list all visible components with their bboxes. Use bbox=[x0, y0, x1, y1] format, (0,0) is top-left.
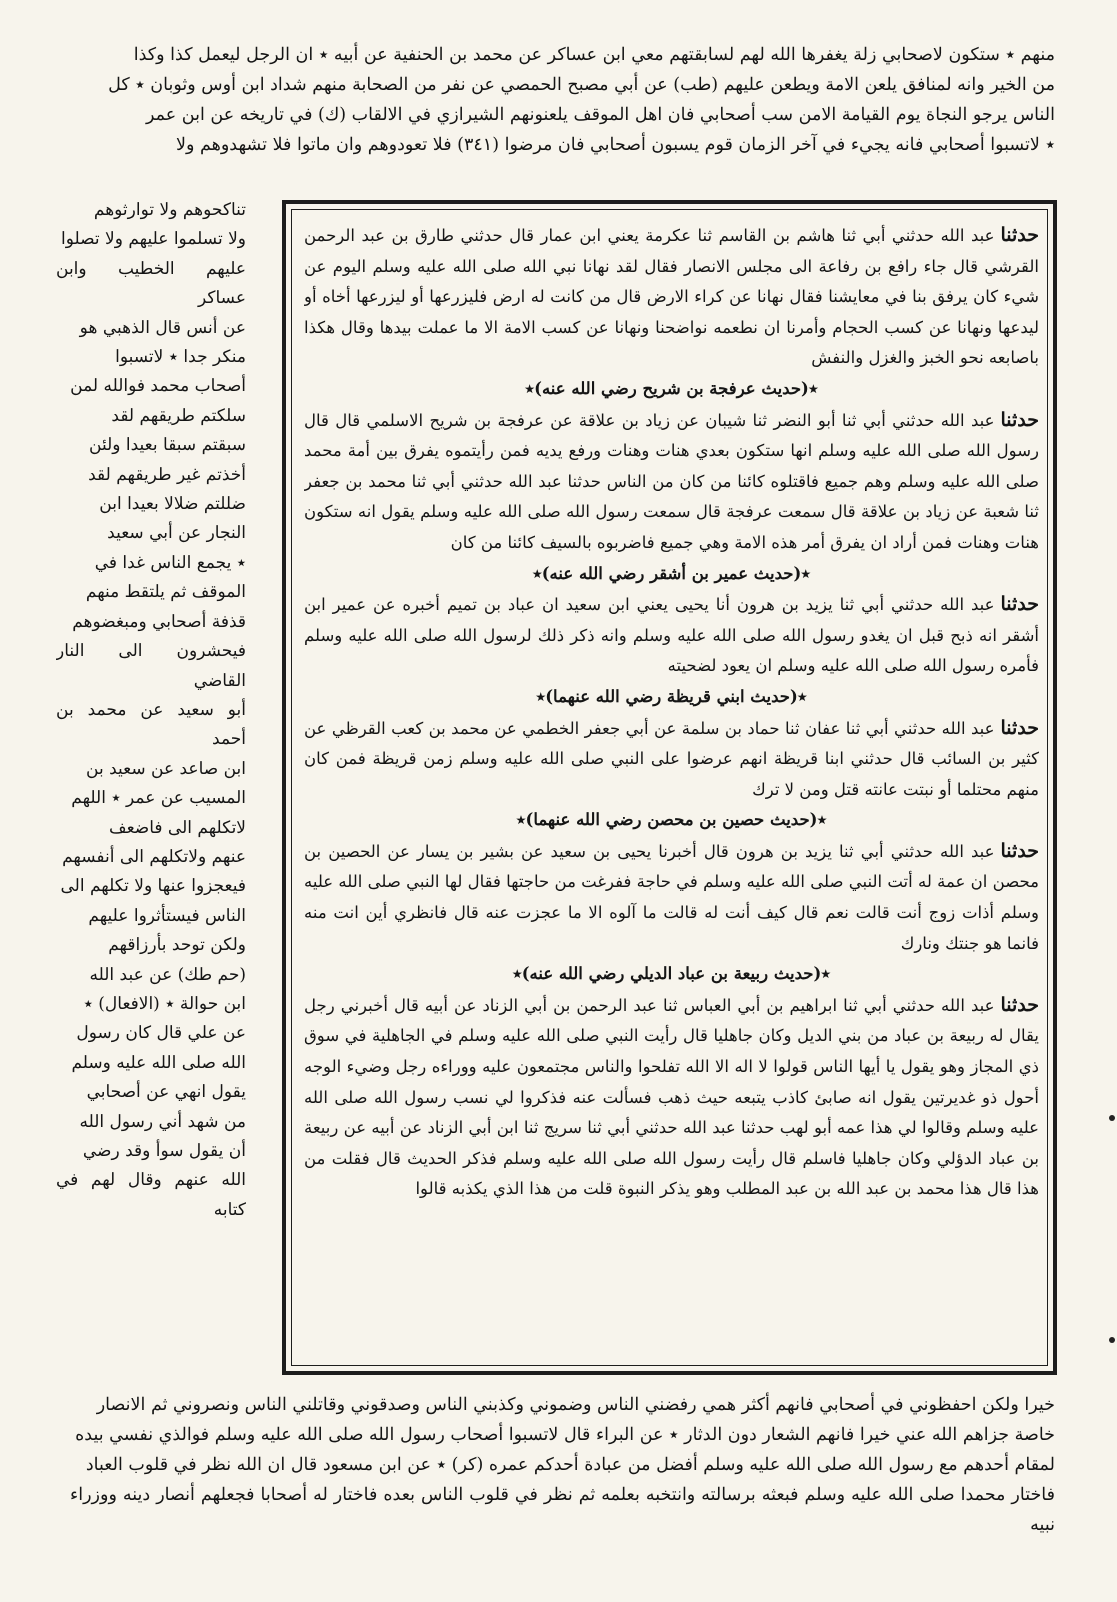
side-line: ولكن توحد بأرزاقهم bbox=[108, 935, 246, 956]
section-heading: ٭(حديث ابني قريظة رضي الله عنهما)٭ bbox=[536, 686, 807, 706]
haddathana-marker: حدثنا bbox=[1000, 839, 1039, 862]
haddathana-marker: حدثنا bbox=[1000, 224, 1039, 246]
side-line: أبو سعيد عن محمد بن أحمد bbox=[56, 699, 246, 750]
side-line: المسيب عن عمر ٭ اللهم bbox=[71, 788, 246, 809]
top-margin-line: منهم ٭ ستكون لاصحابي زلة يغفرها الله لهم لسابقتهم معي ابن عساكر عن محمد بن الحنفية عن أبيه ٭ ان الرجل ليعمل كذا وكذا bbox=[133, 45, 1055, 65]
bottom-margin-line: لمقام أحدهم مع رسول الله صلى الله عليه وسلم أفضل من عبادة أحدكم عمره (كر) ٭ عن ابن مسعود قال ان الله نظر في قلوب العباد bbox=[85, 1455, 1055, 1475]
bottom-margin-commentary bbox=[70, 1390, 1055, 1535]
hadith-paragraph bbox=[304, 990, 1039, 1205]
side-line: منكر جدا ٭ لاتسبوا bbox=[115, 347, 246, 368]
side-line: الموقف ثم يلتقط منهم bbox=[85, 582, 246, 603]
hadith-paragraph bbox=[304, 836, 1039, 959]
section-heading: ٭(حديث عمير بن أشقر رضي الله عنه)٭ bbox=[532, 563, 811, 583]
hadith-body: عبد الله حدثني أبي ثنا يزيد بن هرون أنا يحيى يعني ابن سعيد ان عباد بن تميم أخبره عن عمير ابن أشقر انه ذبح قبل ان يغدو رسول الله صلى الله عليه وسلم وانه ذكر ذلك لرسول الله صلى الله عليه وسلم فأمره رسول الله صلى الله عليه وسلم ان يعود لضحيته bbox=[304, 595, 1039, 676]
hadith-body: عبد الله حدثني أبي ثنا هاشم بن القاسم ثنا عكرمة يعني ابن عمار قال حدثني طارق بن عبد الرحمن القرشي قال جاء رافع بن رفاعة الى مجلس الانصار فقال لقد نهانا نبي الله صلى الله عليه وسلم اليوم عن شيء كان يرفق بنا في معايشنا فقال نهانا عن كراء الارض قال من كانت له ارض فليزرعها أو ليزرعها أخاه أو ليدعها ونهانا عن كسب الحجام وأمرنا ان نطعمه نواضحنا ونهانا عن كسب الامة الا ما عملت بيدها وقال هكذا باصابعه نحو الخبز والغزل والنفش bbox=[304, 226, 1039, 368]
side-line: عليهم الخطيب وابن عساكر bbox=[56, 258, 246, 309]
hadith-paragraph bbox=[304, 713, 1039, 806]
section-heading: ٭(حديث عرفجة بن شريح رضي الله عنه)٭ bbox=[525, 378, 818, 398]
haddathana-marker: حدثنا bbox=[1000, 593, 1039, 616]
top-margin-line: ٭ لاتسبوا أصحابي فانه يجيء في آخر الزمان قوم يسبون أصحابي فان مرضوا (٣٤١) فلا تعودوهم وان ماتوا فلا تشهدوهم ولا bbox=[175, 135, 1055, 155]
side-line: الله عنهم وقال لهم في كتابه bbox=[56, 1170, 246, 1220]
side-line: سبقتم سبقا بعيدا ولئن bbox=[89, 435, 246, 456]
side-line: أصحاب محمد فوالله لمن bbox=[70, 376, 246, 397]
side-line: ضللتم ضلالا بعيدا ابن bbox=[99, 494, 246, 515]
section-heading: ٭(حديث حصين بن محصن رضي الله عنهما)٭ bbox=[516, 810, 827, 830]
side-line: ابن حوالة ٭ (الافعال) ٭ bbox=[83, 993, 246, 1014]
haddathana-marker: حدثنا bbox=[1000, 408, 1039, 431]
hadith-body: عبد الله حدثني أبي ثنا أبو النضر ثنا شيبان عن زياد بن علاقة عن عرفجة بن شريح الاسلمي قال قال رسول الله صلى الله عليه وسلم انها ستكون بعدي هنات وهنات ورفع يديه فمن رأيتموه يفرق بين أمة محمد صلى الله عليه وسلم وهم جميع فاقتلوه كائنا من كان من الناس حدثنا عبد الله حدثني أبي ثنا محمد بن جعفر ثنا شعبة عن زياد بن علاقة قال سمعت عرفجة قال سمعت رسول الله صلى الله عليه وسلم يقول انه ستكون هنات وهنات فمن أراد ان يفرق أمر هذه الامة وهي جميع فاضربوه بالسيف كائنا من كان bbox=[304, 410, 1039, 552]
side-line: ولا تسلموا عليهم ولا تصلوا bbox=[61, 229, 246, 250]
side-line: أخذتم غير طريقهم لقد bbox=[88, 464, 246, 485]
hadith-body: عبد الله حدثني أبي ثنا عفان ثنا حماد بن سلمة عن أبي جعفر الخطمي عن محمد بن كعب القرظي عن كثير بن السائب قال حدثني ابنا قريظة انهم عرضوا على النبي صلى الله عليه وسلم زمن قريظة فمن كان منهم محتلما أو نبتت عانته قتل ومن لا ترك bbox=[304, 718, 1039, 799]
side-line: الله صلى الله عليه وسلم bbox=[71, 1052, 246, 1073]
hadith-body: عبد الله حدثني أبي ثنا يزيد بن هرون قال أخبرنا يحيى بن سعيد عن بشير بن يسار عن الحصين بن محصن ان عمة له أتت النبي صلى الله عليه وسلم في حاجة ففرغت من حاجتها فقال لها النبي صلى الله عليه وسلم أذات زوج أنت قالت نعم قال كيف أنت له قالت ما آلوه الا ما عجزت عنه قال فانظري أين انت منه فانما هو جنتك ونارك bbox=[304, 841, 1039, 953]
section-heading: ٭(حديث ربيعة بن عباد الديلي رضي الله عنه)٭ bbox=[512, 964, 831, 984]
scan-speck bbox=[1109, 1337, 1115, 1343]
side-line: ابن صاعد عن سعيد بن bbox=[86, 758, 246, 779]
bottom-margin-line: فاختار محمدا صلى الله عليه وسلم فبعثه برسالته وانتخبه بعلمه ثم نظر في قلوب الناس بعده فاختار له أصحابا فجعلهم أنصار دينه ووزراء نبيه bbox=[70, 1485, 1055, 1535]
haddathana-marker: حدثنا bbox=[1000, 716, 1039, 739]
side-line: أن يقول سوأ وقد رضي bbox=[82, 1141, 246, 1161]
bottom-margin-line: خاصة جزاهم الله عني خيرا فانهم الشعار دون الدثار ٭ عن البراء قال لاتسبوا أصحاب رسول الله صلى الله عليه وسلم فوالذي نفسي بيده bbox=[75, 1425, 1055, 1445]
hadith-paragraph bbox=[304, 589, 1039, 682]
side-line: عن أنس قال الذهبي هو bbox=[79, 317, 246, 338]
haddathana-marker: حدثنا bbox=[1000, 993, 1039, 1016]
side-line: فيعجزوا عنها ولا تكلهم الى bbox=[60, 876, 246, 897]
side-line: عن علي قال كان رسول bbox=[76, 1023, 246, 1044]
side-line: فيحشرون الى النار القاضي bbox=[56, 641, 246, 691]
side-line: يقول انهي عن أصحابي bbox=[86, 1082, 246, 1103]
hadith-body: عبد الله حدثني أبي ثنا ابراهيم بن أبي العباس ثنا عبد الرحمن بن أبي الزناد عن أبيه قال أخبرني رجل يقال له ربيعة بن عباد من بني الديل وكان جاهليا قال رأيت النبي صلى الله عليه وسلم في الجاهلية في سوق ذي المجاز وهو يقول يا أيها الناس قولوا لا اله الا الله تفلحوا والناس مجتمعون عليه ووراءه رجل وضيء الوجه أحول ذو غديرتين يقول انه صابئ كاذب يتبعه حيث ذهب فسألت عنه فذكروا لي نسب رسول الله صلى الله عليه وسلم وقالوا لي هذا عمه أبو لهب حدثنا عبد الله حدثني أبي ثنا سريج ثنا ابن أبي الزناد عن أبيه عن ربيعة بن عباد الدؤلي وكان جاهليا فاسلم قال رأيت رسول الله صلى الله عليه وسلم فذكر الحديث قال فقلت من هذا قال هذا محمد بن عبد الله بن عبد المطلب وهو يذكر النبوة قلت من هذا الذي يكذبه قالوا bbox=[304, 995, 1039, 1199]
side-line: سلكتم طريقهم لقد bbox=[111, 405, 246, 426]
hadith-paragraph bbox=[304, 220, 1039, 374]
side-margin-commentary bbox=[56, 196, 246, 1374]
side-line: عنهم ولاتكلهم الى أنفسهم bbox=[62, 846, 246, 867]
top-margin-line: من الخير وانه لمنافق يلعن الامة ويطعن عليهم (طب) عن أبي مصبح الحمصي عن نفر من الصحابة منهم شداد ابن أوس وثوبان ٭ كل bbox=[108, 75, 1055, 95]
hadith-paragraph bbox=[304, 405, 1039, 559]
main-text-frame bbox=[282, 200, 1057, 1375]
side-line: النجار عن أبي سعيد bbox=[107, 523, 246, 544]
side-line: الناس فيستأثروا عليهم bbox=[88, 905, 246, 926]
top-margin-commentary bbox=[70, 40, 1055, 190]
side-line: تناكحوهم ولا توارثوهم bbox=[93, 200, 246, 220]
side-line: لاتكلهم الى فاضعف bbox=[108, 817, 246, 838]
top-margin-line: الناس يرجو النجاة يوم القيامة الامن سب أصحابي فان اهل الموقف يلعنونهم الشيرازي في الالقاب (ك) في تاريخه عن ابن عمر bbox=[146, 105, 1055, 125]
side-line: ٭ يجمع الناس غدا في bbox=[94, 552, 246, 573]
side-line: من شهد أني رسول الله bbox=[79, 1111, 246, 1132]
main-hadith-text bbox=[304, 220, 1039, 1359]
side-line: قذفة أصحابي ومبغضوهم bbox=[72, 611, 246, 632]
scan-speck bbox=[1109, 1115, 1115, 1121]
bottom-margin-line: خيرا ولكن احفظوني في أصحابي فانهم أكثر همي رفضني الناس وضموني وكذبني الناس وصدقوني وقاتلني الناس ونصروني ثم الانصار bbox=[96, 1395, 1055, 1415]
side-line: (حم طك) عن عبد الله bbox=[89, 964, 246, 985]
